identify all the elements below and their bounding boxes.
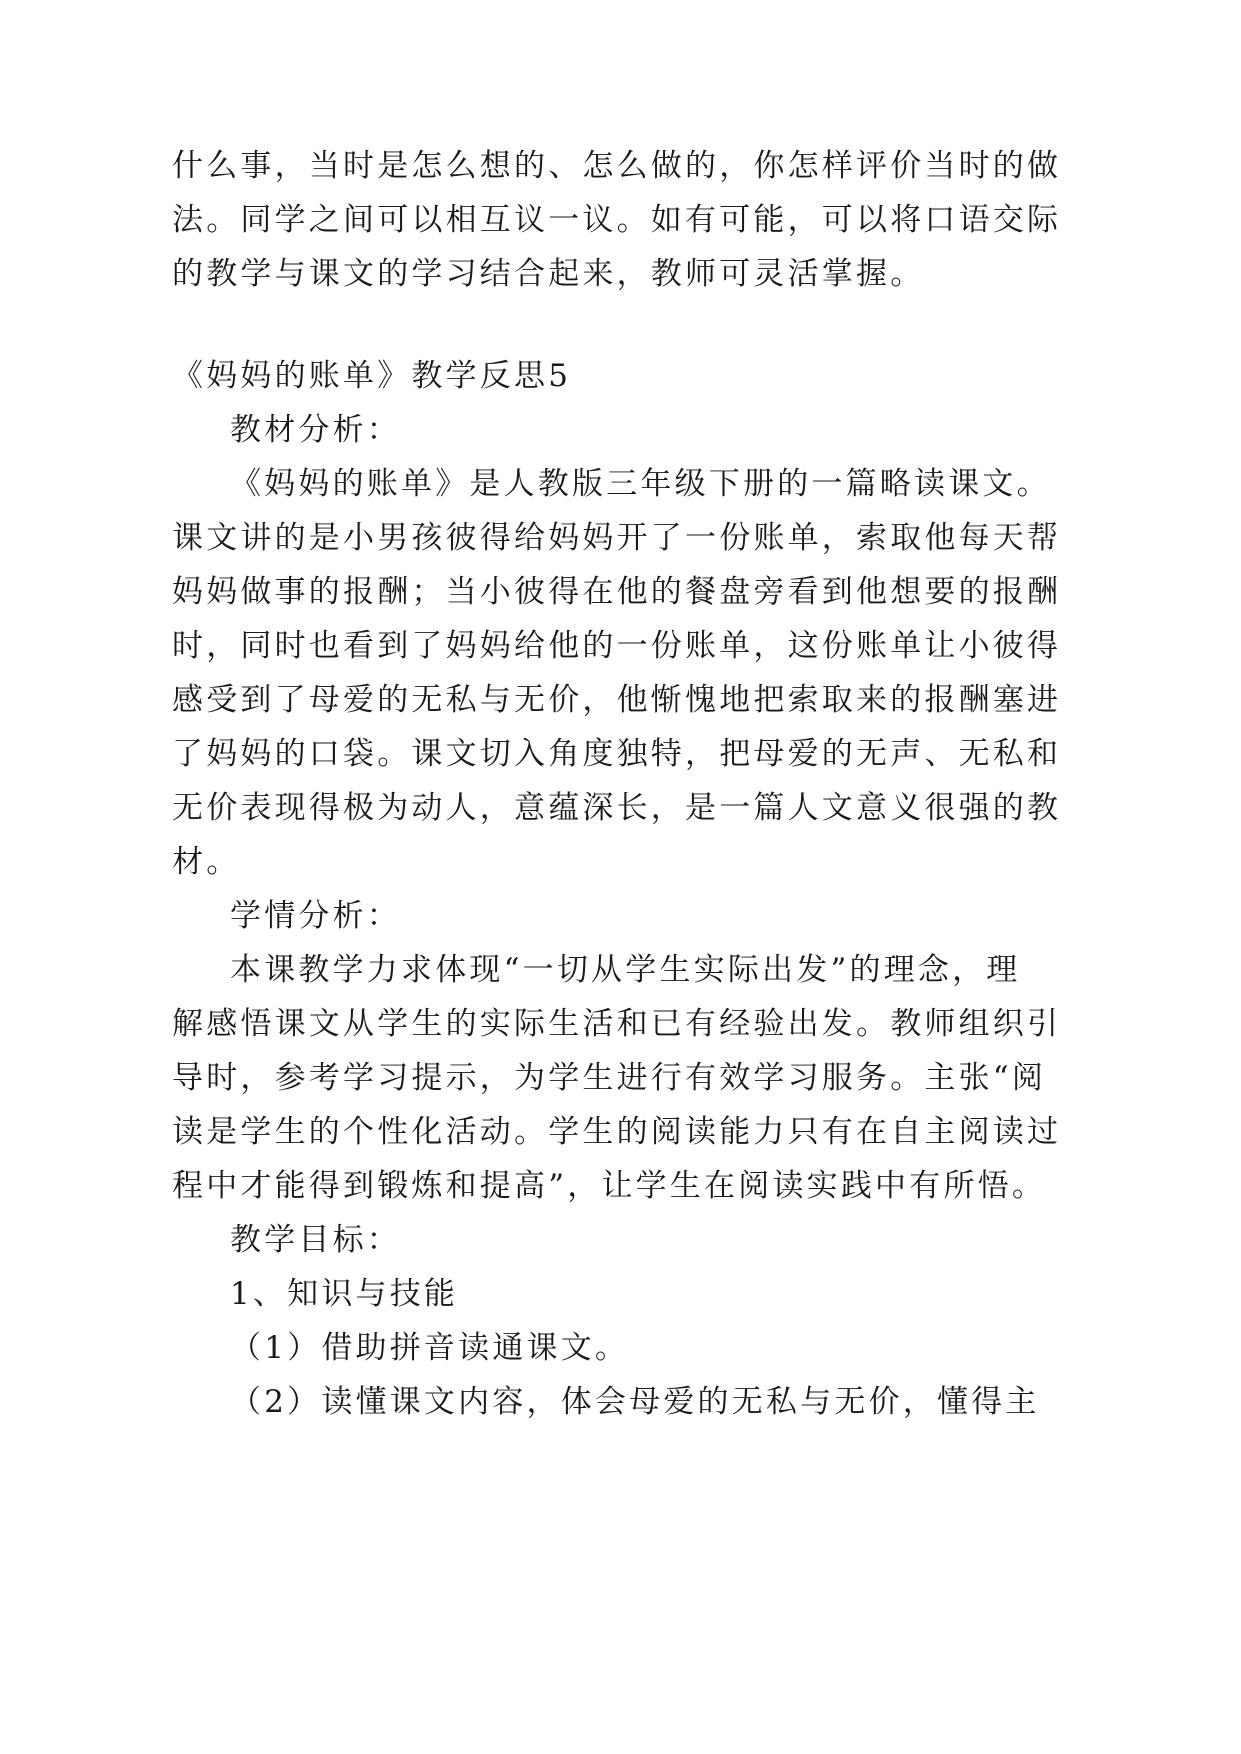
text-line: 材。 — [172, 844, 241, 880]
text-line: 课文讲的是小男孩彼得给妈妈开了一份账单，索取他每天帮 — [172, 520, 1062, 556]
section-title: 《妈妈的账单》教学反思5 — [172, 358, 572, 394]
text-line: 什么事，当时是怎么想的、怎么做的，你怎样评价当时的做 — [172, 148, 1062, 184]
text-line: 解感悟课文从学生的实际生活和已有经验出发。教师组织引 — [172, 1006, 1062, 1042]
text-line: 感受到了母爱的无私与无价，他惭愧地把索取来的报酬塞进 — [172, 682, 1062, 718]
text-line: 时，同时也看到了妈妈给他的一份账单，这份账单让小彼得 — [172, 628, 1062, 664]
text-line: 妈妈做事的报酬；当小彼得在他的餐盘旁看到他想要的报酬 — [172, 574, 1062, 610]
text-line: 程中才能得到锻炼和提高”，让学生在阅读实践中有所悟。 — [172, 1168, 1047, 1204]
text-line: 导时，参考学习提示，为学生进行有效学习服务。主张“阅 — [172, 1060, 1047, 1096]
text-line: （2）读懂课文内容，体会母爱的无私与无价，懂得主 — [230, 1384, 1040, 1420]
subheading: 教学目标： — [230, 1222, 401, 1258]
text-line: 读是学生的个性化活动。学生的阅读能力只有在自主阅读过 — [172, 1114, 1062, 1150]
text-line: 1、知识与技能 — [230, 1276, 459, 1312]
text-line: 无价表现得极为动人，意蕴深长，是一篇人文意义很强的教 — [172, 790, 1062, 826]
subheading: 学情分析： — [230, 898, 401, 934]
text-line: 《妈妈的账单》是人教版三年级下册的一篇略读课文。 — [230, 466, 1051, 502]
text-line: 了妈妈的口袋。课文切入角度独特，把母爱的无声、无私和 — [172, 736, 1062, 772]
subheading: 教材分析： — [230, 412, 401, 448]
text-line: 法。同学之间可以相互议一议。如有可能，可以将口语交际 — [172, 202, 1062, 238]
text-line: 的教学与课文的学习结合起来，教师可灵活掌握。 — [172, 256, 925, 292]
text-line: （1）借助拼音读通课文。 — [230, 1330, 630, 1366]
text-line: 本课教学力求体现“一切从学生实际出发”的理念，理 — [230, 952, 1021, 988]
